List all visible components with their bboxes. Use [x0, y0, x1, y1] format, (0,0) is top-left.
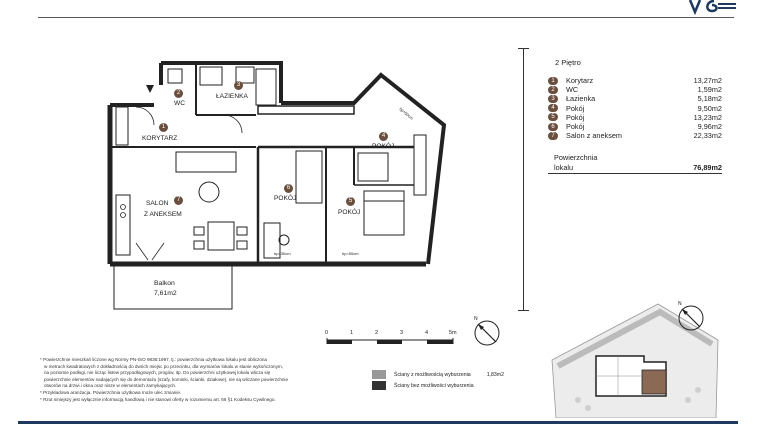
legend-item — [372, 369, 504, 380]
separator — [523, 48, 524, 310]
room-area: 13,27m2 — [693, 76, 722, 86]
legend-text: Ściany z możliwością wyburzenia — [394, 371, 471, 378]
room-name: WC — [566, 85, 579, 95]
footnote-line: otworów na drzwi i okna oraz nisze w elementach zamykających. — [44, 383, 177, 389]
room-number-badge: 5 — [548, 113, 558, 121]
footnote-line: * Przykładowa aranżacja. Powierzchnia użytkowa może ulec zmianie. — [40, 389, 182, 395]
room-row — [548, 85, 722, 94]
room-list — [548, 76, 722, 140]
room-row — [548, 131, 722, 140]
bottom-rule — [18, 421, 738, 424]
footnote-line: * Rzut niniejszy jest wyłącznie informacją handlową i nie stanowi oferty w rozumieniu art. 66 §1 Kodeksu Cywilnego. — [40, 396, 276, 402]
room-label-lazienka: ŁAZIENKA — [216, 93, 248, 100]
legend-value: 1,83m2 — [486, 371, 505, 378]
scale-bar-graphic — [318, 338, 458, 358]
footnotes — [40, 357, 330, 403]
room-number-badge: 7 — [548, 132, 558, 140]
room-name: Pokój — [566, 122, 585, 132]
scale-tick: 2 — [375, 330, 379, 336]
room-name: Korytarz — [566, 76, 594, 86]
total-area-value: 76,89m2 — [693, 163, 722, 172]
scale-tick: 1 — [350, 330, 354, 336]
scale-tick: 0 — [325, 330, 329, 336]
separator-cap — [518, 310, 529, 311]
room-area: 13,23m2 — [693, 112, 722, 122]
compass-letter: N — [678, 301, 682, 307]
footnote-line: powierzchnie elementów nadających się do demontażu (szafy, kominki, ścianki, działowe), nie są wliczane powierzchnie — [44, 376, 289, 382]
room-number-badge: 3 — [548, 95, 558, 103]
room-row — [548, 76, 722, 85]
room-label-salon: Z ANEKSEM — [144, 211, 182, 218]
total-area-label: Powierzchnia — [554, 153, 598, 162]
room-area: 9,96m2 — [697, 122, 722, 132]
brand-logo — [688, 0, 738, 16]
height-note: hp=50cm — [398, 106, 415, 121]
room-row — [548, 104, 722, 113]
height-note: hp=50cm — [342, 251, 359, 256]
room-area: 5,18m2 — [697, 94, 722, 104]
room-number-badge: 5 — [346, 197, 355, 206]
room-number-badge: 4 — [548, 104, 558, 112]
room-label-pokoj-4: POKÓJ — [372, 143, 395, 150]
legend-item — [372, 380, 504, 391]
scale-tick: 5m — [449, 330, 457, 336]
scale-tick: 4 — [425, 330, 429, 336]
room-row — [548, 113, 722, 122]
legend-text: Ściany bez możliwości wyburzenia — [394, 382, 474, 389]
compass-letter: N — [474, 316, 478, 322]
room-label-wc: WC — [174, 100, 185, 107]
room-number-badge: 6 — [284, 184, 293, 193]
compass-icon — [472, 318, 502, 348]
room-area: 1,59m2 — [697, 85, 722, 95]
floor-label: 2 Piętro — [555, 58, 581, 67]
room-number-badge: 6 — [548, 123, 558, 131]
balcony-label: Balkon — [154, 280, 175, 287]
height-note: hp=30cm — [274, 251, 291, 256]
room-name: Pokój — [566, 112, 585, 122]
room-row — [548, 94, 722, 103]
room-area: 9,50m2 — [697, 103, 722, 113]
legend-swatch — [372, 381, 386, 390]
legend-swatch — [372, 370, 386, 379]
scale-tick: 3 — [400, 330, 404, 336]
room-number-badge: 2 — [548, 86, 558, 94]
room-number-badge: 4 — [379, 132, 388, 141]
plan-labels — [96, 55, 456, 315]
room-name: Pokój — [566, 103, 585, 113]
footnote-line: * Powierzchnie mieszkań liczone wg Normy PN-ISO 9836:1997, tj.: powierzchnia użytkowa lokalu jest obliczona — [40, 357, 267, 362]
room-name: Łazienka — [566, 94, 596, 104]
footnote-line: w metrach kwadratowych z dokładnością do dwóch miejsc po przecinku, dla wymiarów lokalu w stanie wykończonym, — [44, 363, 283, 369]
apartment-location-marker — [642, 370, 666, 394]
footnote-line: na poziomie podłogi, nie licząc listew przypodłogowych, progów, itp. Do powierzchni użytkowej lokalu wlicza się — [44, 370, 271, 376]
total-area-label: lokalu — [554, 163, 574, 172]
compass-icon — [676, 303, 706, 333]
room-number-badge: 2 — [174, 89, 183, 98]
room-number-badge: 3 — [234, 81, 243, 90]
total-underline — [548, 173, 722, 174]
room-label-korytarz: KORYTARZ — [142, 135, 178, 142]
room-label-pokoj-6: POKÓJ — [274, 195, 297, 202]
room-row — [548, 122, 722, 131]
room-name: Salon z aneksem — [566, 131, 622, 141]
room-label-pokoj-5: POKÓJ — [338, 209, 361, 216]
room-number-badge: 1 — [548, 77, 558, 85]
room-label-salon: SALON — [146, 200, 169, 207]
wall-legend — [372, 369, 504, 391]
balcony-area: 7,61m2 — [154, 290, 177, 297]
room-area: 22,33m2 — [693, 131, 722, 141]
separator-cap — [518, 48, 529, 49]
room-number-badge: 7 — [174, 196, 183, 205]
top-rule — [38, 17, 734, 18]
room-number-badge: 1 — [159, 123, 168, 132]
